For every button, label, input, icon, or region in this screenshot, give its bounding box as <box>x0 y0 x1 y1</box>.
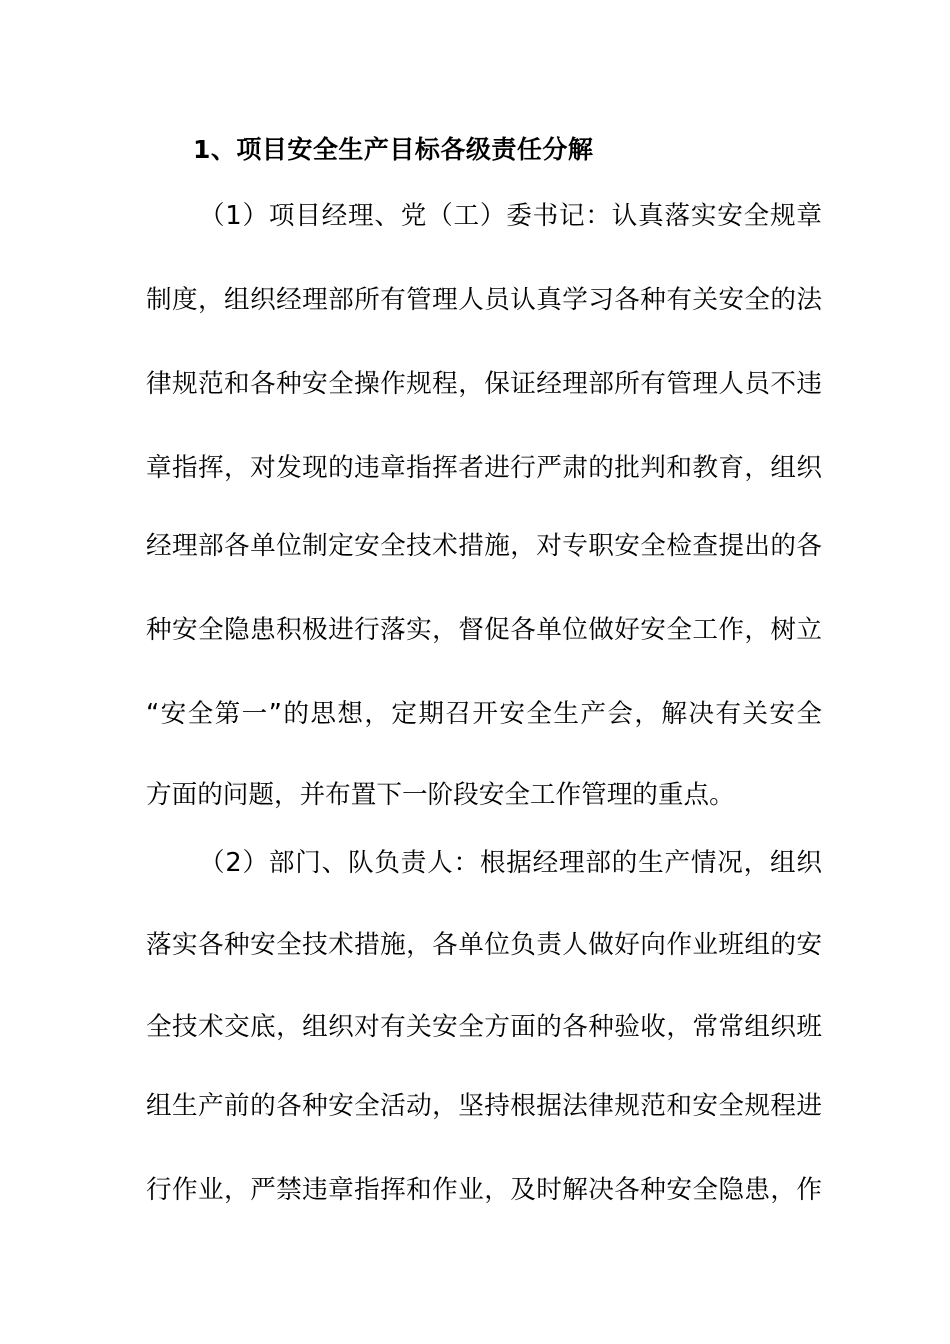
paragraph-2-line-5: 行作业，严禁违章指挥和作业，及时解决各种安全隐患，作 <box>146 1175 822 1205</box>
paragraph-1-line-1: （1）项目经理、党（工）委书记：认真落实安全规章 <box>199 201 822 231</box>
paragraph-1-line-3: 律规范和各种安全操作规程，保证经理部所有管理人员不违 <box>146 369 822 399</box>
paragraph-2-line-4: 组生产前的各种安全活动，坚持根据法律规范和安全规程进 <box>146 1091 822 1121</box>
paragraph-1-line-7: “安全第一”的思想，定期召开安全生产会，解决有关安全 <box>146 699 822 729</box>
paragraph-2-line-3: 全技术交底，组织对有关安全方面的各种验收，常常组织班 <box>146 1012 822 1042</box>
paragraph-2-line-2: 落实各种安全技术措施，各单位负责人做好向作业班组的安 <box>146 930 822 960</box>
paragraph-1-line-4: 章指挥，对发现的违章指挥者进行严肃的批判和教育，组织 <box>146 453 822 483</box>
paragraph-1-line-8: 方面的问题，并布置下一阶段安全工作管理的重点。 <box>146 780 735 810</box>
section-heading: 1、项目安全生产目标各级责任分解 <box>193 135 594 164</box>
paragraph-1-line-5: 经理部各单位制定安全技术措施，对专职安全检查提出的各 <box>146 531 822 561</box>
paragraph-2-line-1: （2）部门、队负责人：根据经理部的生产情况，组织 <box>199 848 822 878</box>
paragraph-1-line-2: 制度，组织经理部所有管理人员认真学习各种有关安全的法 <box>146 285 822 315</box>
paragraph-1-line-6: 种安全隐患积极进行落实，督促各单位做好安全工作，树立 <box>146 615 822 645</box>
